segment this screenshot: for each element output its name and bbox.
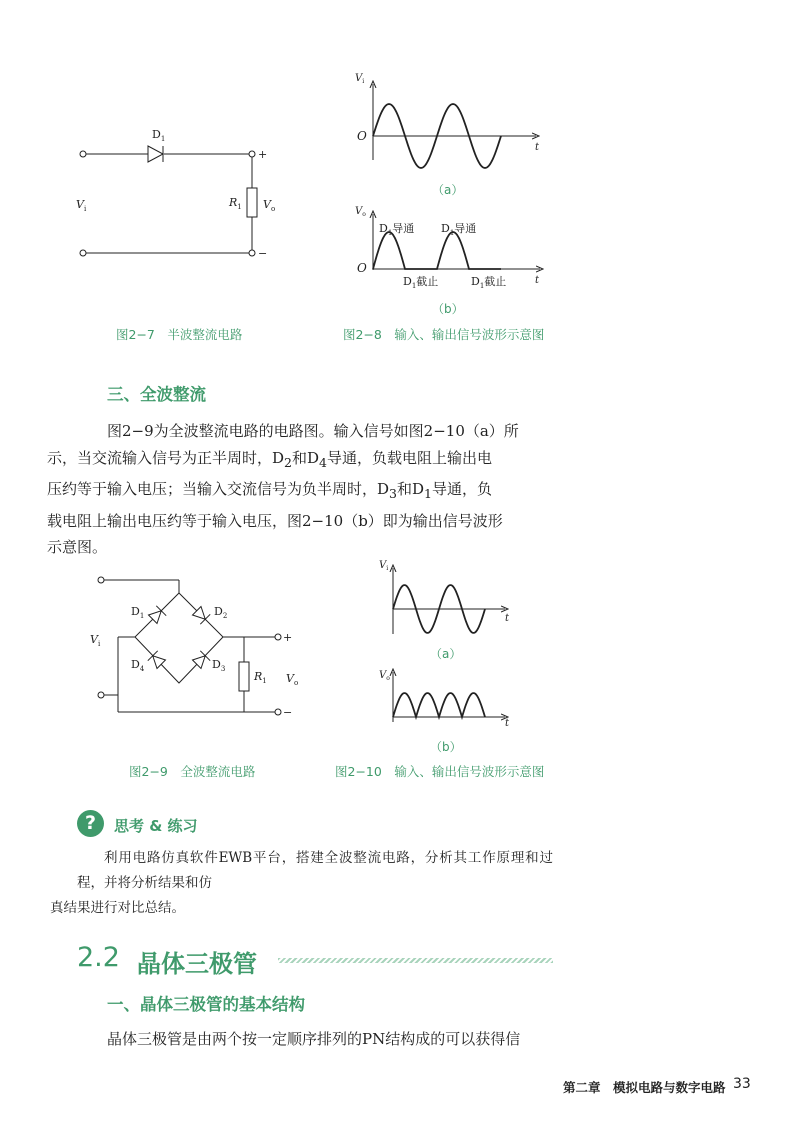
bridge-d1-label: $D_1$	[131, 605, 145, 620]
bridge-vi-label: $V_i$	[90, 633, 101, 648]
transistor-paragraph: 晶体三极管是由两个按一定顺序排列的PN结构成的可以获得信	[107, 1030, 521, 1048]
d1-off-label-2: $D_1$截止	[471, 275, 507, 290]
full-rectified-wave	[393, 693, 485, 717]
basic-structure-heading: 一、晶体三极管的基本结构	[107, 995, 305, 1014]
bridge-plus-terminal: +	[283, 631, 293, 644]
plus-terminal: +	[258, 148, 268, 161]
fw-t-axis-label-b: t	[505, 718, 510, 729]
full-wave-heading: 三、全波整流	[107, 385, 206, 404]
r1-label: $R_1$	[229, 196, 242, 211]
bridge-d2-label: $D_2$	[214, 605, 228, 620]
fw-vo-axis-label: $V_o$	[379, 670, 390, 682]
figure-2-8b-label: （b）	[432, 302, 464, 316]
fw-vi-axis-label: $V_i$	[379, 560, 389, 572]
d1-label: $D_1$	[152, 128, 166, 143]
d1-on-label-2: $D_1$导通	[441, 222, 477, 237]
bridge-r1-label: $R_1$	[254, 670, 267, 685]
page-number: 33	[733, 1076, 751, 1092]
section-title: 晶体三极管	[137, 950, 257, 978]
minus-terminal: −	[258, 247, 268, 260]
d1-off-label-1: $D_1$截止	[403, 275, 439, 290]
d1-on-label-1: $D_1$导通	[379, 222, 415, 237]
figure-2-10b-label: （b）	[430, 740, 462, 754]
bridge-d4-label: $D_4$	[131, 658, 145, 673]
origin-label-a: O	[357, 129, 367, 143]
figure-2-7-caption: 图2−7 半波整流电路	[116, 327, 243, 342]
figure-2-10-caption: 图2−10 输入、输出信号波形示意图	[335, 764, 545, 779]
think-practice-title: 思考 & 练习	[114, 817, 198, 835]
origin-label-b: O	[357, 261, 367, 275]
question-icon: ?	[77, 810, 104, 837]
bridge-vo-label: $V_o$	[286, 672, 299, 687]
t-axis-label-b: t	[535, 275, 540, 286]
figure-2-9-caption: 图2−9 全波整流电路	[129, 764, 256, 779]
vo-axis-label: $V_o$	[355, 206, 366, 218]
fw-t-axis-label-a: t	[505, 613, 510, 624]
t-axis-label-a: t	[535, 142, 540, 153]
figure-2-10a-label: （a）	[430, 647, 462, 661]
full-wave-paragraph: 图2−9为全波整流电路的电路图。输入信号如图2−10（a）所 示，当交流输入信号为正半周时，$D_2$和$D_4$导通，负载电阻上输出电 压约等于输入电压；当输入交流信号为负半周时，$D_3$和$D_1$导通，负 载电阻上输出电压约等于输入电压，图2−10（b）即为输出信号波形 示意图。	[47, 422, 519, 556]
bridge-minus-terminal: −	[283, 706, 293, 719]
vi-label: $V_i$	[76, 198, 87, 213]
vi-axis-label: $V_i$	[355, 73, 365, 85]
section-number: 2.2	[77, 942, 120, 973]
section-title-rule	[278, 958, 553, 963]
figure-2-8-caption: 图2−8 输入、输出信号波形示意图	[343, 327, 545, 342]
think-practice-text: 利用电路仿真软件EWB平台，搭建全波整流电路，分析其工作原理和过程，并将分析结果和仿 真结果进行对比总结。	[50, 850, 553, 916]
figure-2-8a-label: （a）	[432, 183, 464, 197]
chapter-footer: 第二章 模拟电路与数字电路	[563, 1080, 726, 1095]
bridge-d3-label: $D_3$	[212, 658, 226, 673]
vo-label: $V_o$	[263, 198, 276, 213]
